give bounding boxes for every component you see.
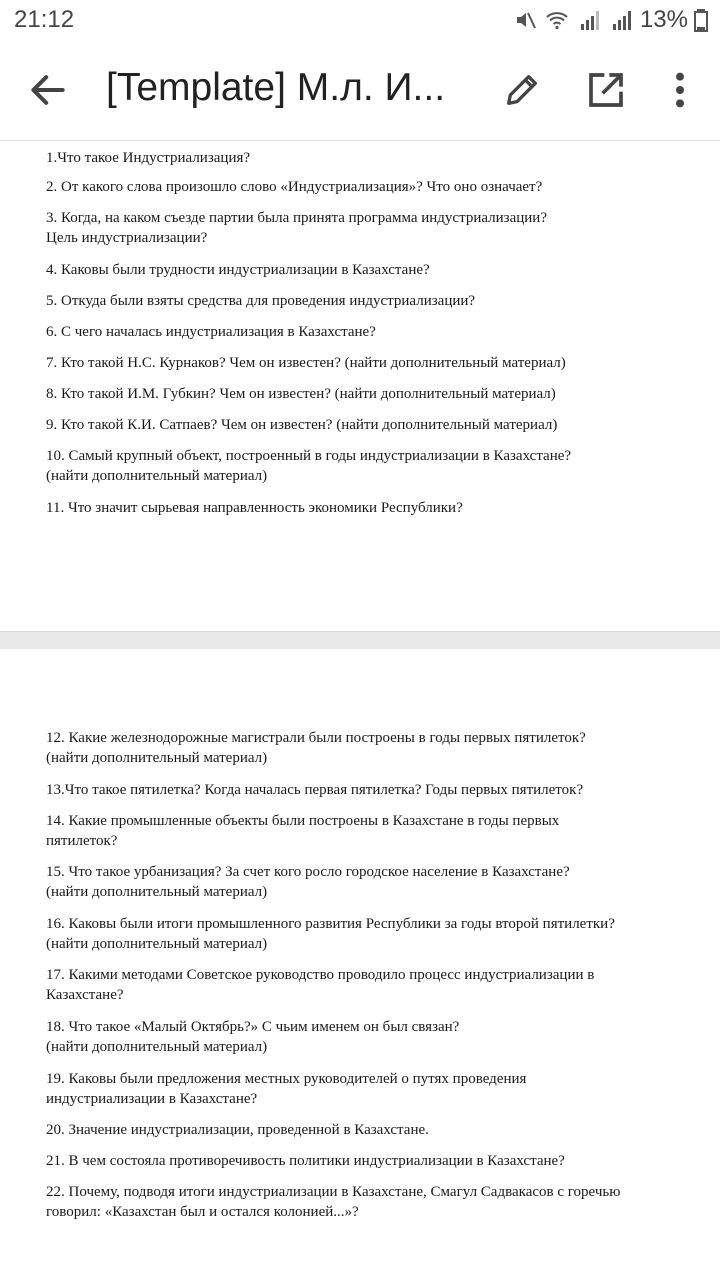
question-18: 18. Что такое «Малый Октябрь?» С чьим именем он был связан? (найти дополнительный материал) (46, 1019, 460, 1055)
question-4: 4. Каковы были трудности индустриализации в Казахстане? (46, 262, 430, 278)
app-bar (0, 40, 720, 141)
arrow-back-icon[interactable] (26, 68, 70, 112)
question-17: 17. Какими методами Советское руководство проводило процесс индустриализации в Казахстане? (46, 967, 595, 1003)
question-14: 14. Какие промышленные объекты были построены в Казахстане в годы первых пятилеток? (46, 813, 560, 849)
wifi-icon (544, 8, 570, 32)
question-3: 3. Когда, на каком съезде партии была принята программа индустриализации? Цель индустриализации? (46, 210, 547, 246)
question-22: 22. Почему, подводя итоги индустриализации в Казахстане, Смагул Садвакасов с горечью говорил: «Казахстан был и остался колонией...»? (46, 1184, 621, 1220)
status-time: 21:12 (14, 6, 75, 33)
question-13: 13.Что такое пятилетка? Когда началась первая пятилетка? Годы первых пятилеток? (46, 782, 584, 798)
open-in-new-icon[interactable] (586, 70, 626, 110)
question-9: 9. Кто такой К.И. Сатпаев? Чем он известен? (найти дополнительный материал) (46, 417, 558, 433)
page-separator (0, 631, 720, 650)
status-icons (512, 6, 708, 34)
signal-icon-1 (576, 8, 602, 32)
pencil-icon[interactable] (502, 70, 542, 110)
question-2: 2. От какого слова произошло слово «Индустриализация»? Что оно означает? (46, 179, 543, 195)
document-page-1 (0, 141, 720, 631)
question-5: 5. Откуда были взяты средства для проведения индустриализации? (46, 293, 476, 309)
question-7: 7. Кто такой Н.С. Курнаков? Чем он известен? (найти дополнительный материал) (46, 355, 566, 371)
battery-icon (694, 8, 708, 32)
battery-percent: 13% (639, 6, 688, 33)
question-19: 19. Каковы были предложения местных руководителей о путях проведения индустриализации в Казахстане? (46, 1071, 527, 1107)
question-12: 12. Какие железнодорожные магистрали были построены в годы первых пятилеток? (найти дополнительный материал) (46, 730, 586, 766)
question-8: 8. Кто такой И.М. Губкин? Чем он известен? (найти дополнительный материал) (46, 386, 556, 402)
question-15: 15. Что такое урбанизация? За счет кого росло городское население в Казахстане? (найти дополнительный материал) (46, 864, 570, 900)
question-16: 16. Каковы были итоги промышленного развития Республики за годы второй пятилетки? (найти дополнительный материал) (46, 916, 615, 952)
question-21: 21. В чем состояла противоречивость политики индустриализации в Казахстане? (46, 1153, 565, 1169)
question-11: 11. Что значит сырьевая направленность экономики Республики? (46, 500, 463, 516)
question-20: 20. Значение индустриализации, проведенной в Казахстане. (46, 1122, 429, 1138)
signal-icon-2 (608, 8, 634, 32)
document-page-2 (0, 649, 720, 1280)
status-bar (0, 0, 720, 40)
mute-icon (512, 8, 538, 32)
document-title: [Template] М.л. И... (106, 66, 446, 109)
question-1: 1.Что такое Индустриализация? (46, 150, 251, 166)
question-10: 10. Самый крупный объект, построенный в годы индустриализации в Казахстане? (найти дополнительный материал) (46, 448, 572, 484)
more-vert-icon[interactable] (668, 70, 692, 110)
question-6: 6. С чего началась индустриализация в Казахстане? (46, 324, 376, 340)
